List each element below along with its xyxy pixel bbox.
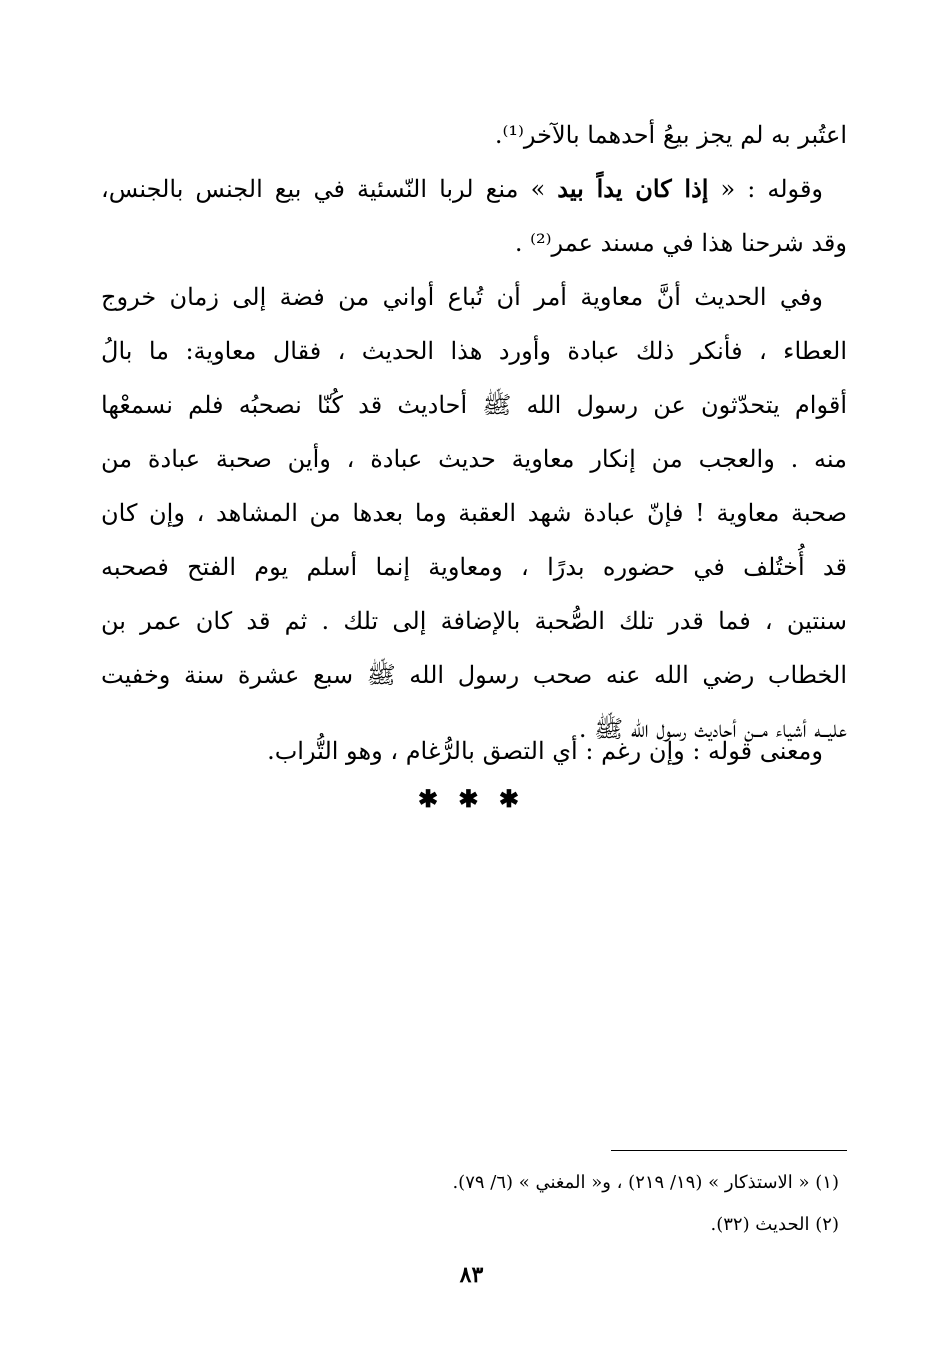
text-line-7: منه . والعجب من إنكار معاوية حديث عبادة ، وأين صحبة عبادة من: [101, 445, 847, 473]
text-line-2-start: وقوله : «: [708, 175, 824, 203]
text-line-3: وقد شرحنا هذا في مسند عمر⁽²⁾ .: [514, 229, 847, 257]
text-line-2-end: » منع لربا النّسئية في بيع الجنس بالجنس،: [101, 175, 558, 203]
text-line-1: اعتُبر به لم يجز بيعُ أحدهما بالآخر⁽¹⁾.: [494, 121, 847, 149]
text-line-2: [101, 162, 847, 216]
text-line-10: سنتين ، فما قدر تلك الصُّحبة بالإضافة إلى تلك . ثم قد كان عمر بن: [101, 607, 847, 635]
text-line-5: العطاء ، فأنكر ذلك عبادة وأورد هذا الحديث ، فقال معاوية: ما بالُ: [101, 337, 847, 365]
footnote-1: (١) « الاستذكار » (١٩/ ٢١٩) ، و« المغني » (٦/ ٧٩).: [452, 1172, 839, 1193]
text-line-6: أقوام يتحدّثون عن رسول الله ﷺ أحاديث قد كُنّا نصحبُه فلم نسمعْها: [101, 391, 847, 419]
footnote-2: (٢) الحديث (٣٢).: [710, 1214, 839, 1235]
page-number: ٨٣: [459, 1262, 484, 1288]
text-line-13: ومعنى قوله : وإن رغم : أي التصق بالرُّغام ، وهو التُّراب.: [267, 737, 823, 765]
footnote-rule: [611, 1150, 847, 1151]
bold-hadith-phrase: إذا كان يداً بيد: [557, 174, 709, 203]
text-line-8: صحبة معاوية ! فإنّ عبادة شهد العقبة وما بعدها من المشاهد ، وإن كان: [101, 499, 847, 527]
text-line-4: وفي الحديث أنَّ معاوية أمر أن تُباع أواني من فضة إلى زمان خروج: [101, 283, 823, 311]
text-line-12: عليــه أشياء مــن أحاديث رسول الله ﷺ .: [578, 715, 847, 743]
text-line-11: الخطاب رضي الله عنه صحب رسول الله ﷺ سبع عشرة سنة وخفيت: [101, 661, 847, 689]
text-line-9: قد أُختُلف في حضوره بدرًا ، ومعاوية إنما أسلم يوم الفتح فصحبه: [101, 553, 847, 581]
section-separator: ✱ ✱ ✱: [417, 784, 526, 813]
